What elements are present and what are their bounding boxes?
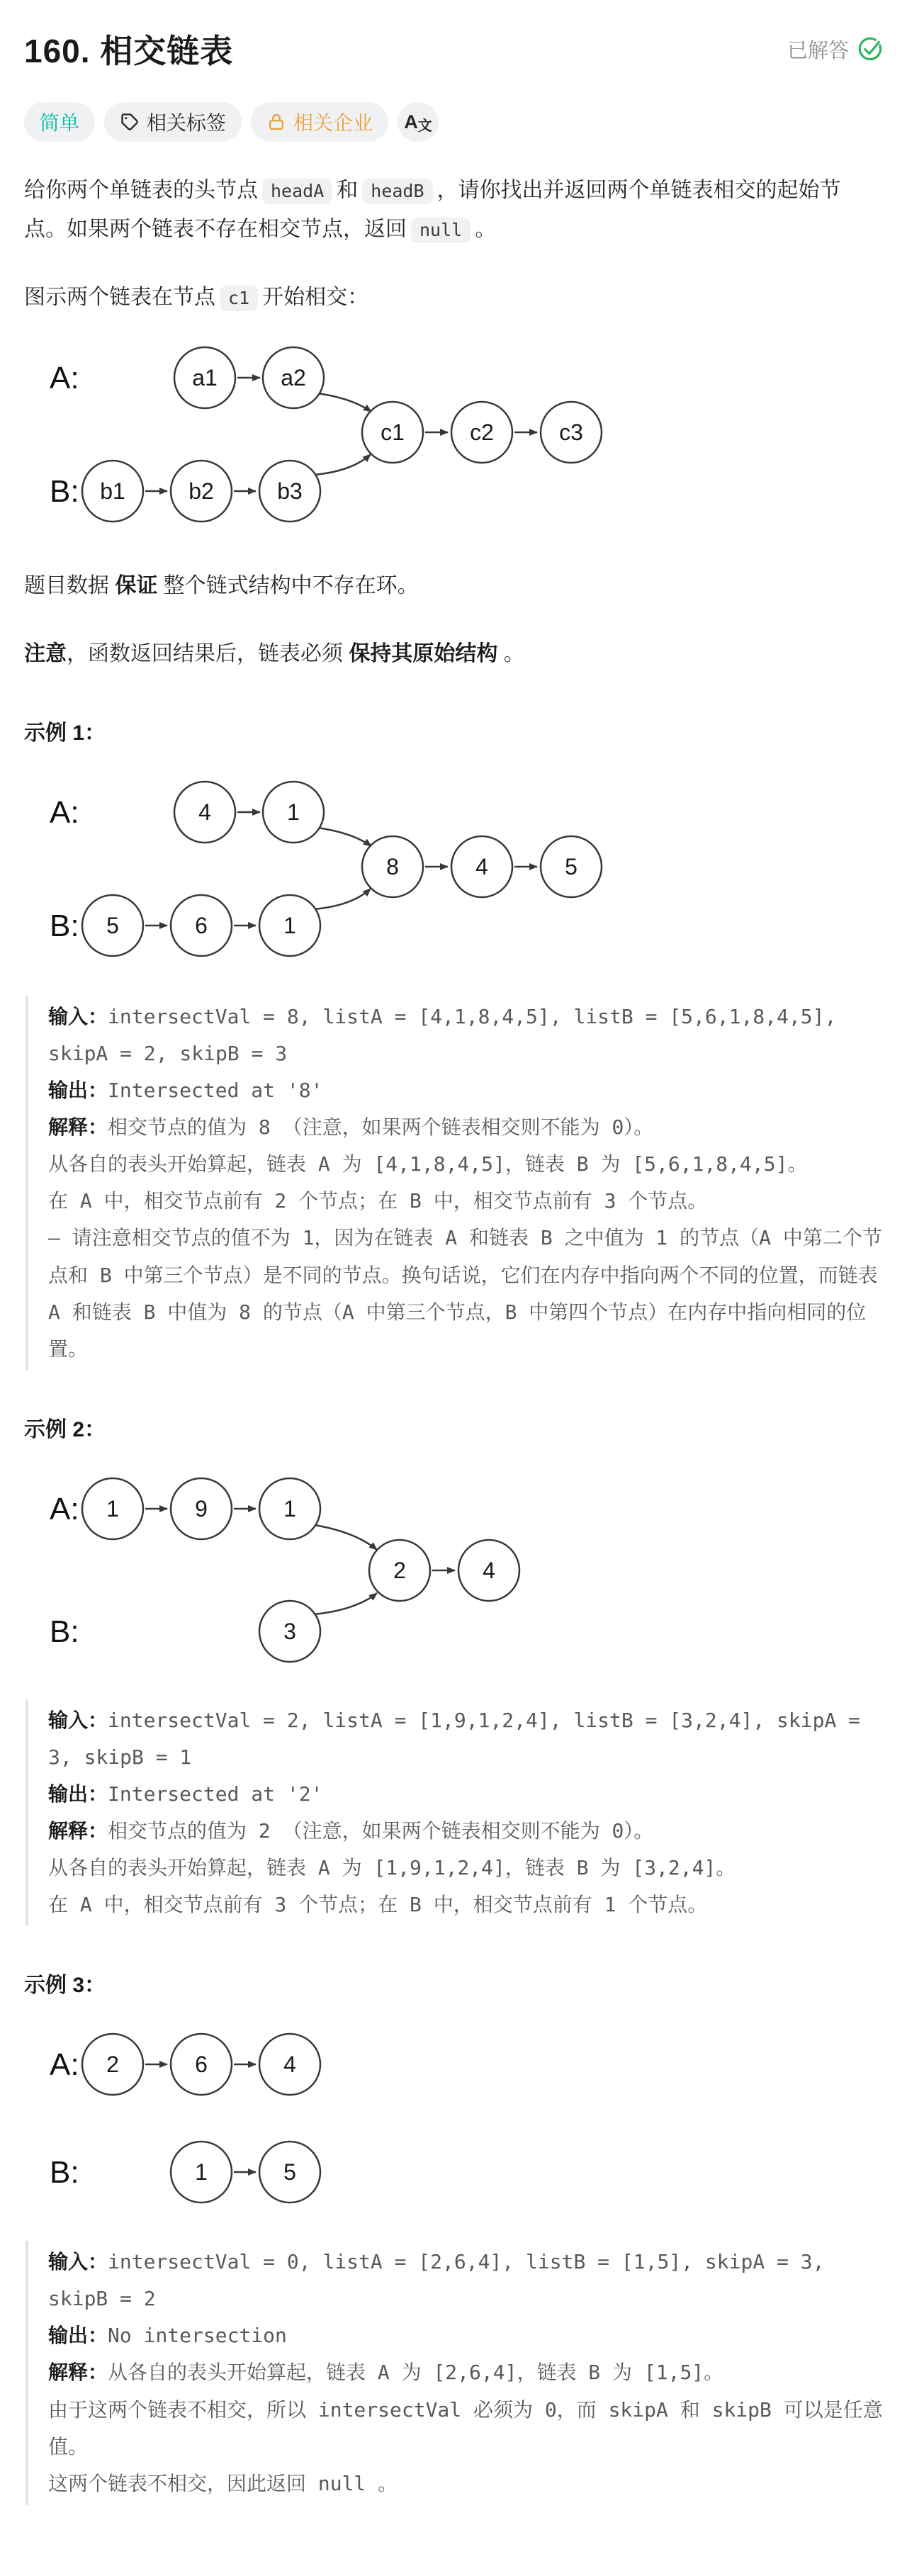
svg-text:a2: a2 bbox=[281, 364, 306, 390]
svg-text:6: 6 bbox=[195, 2052, 208, 2078]
svg-text:4: 4 bbox=[483, 1557, 495, 1583]
solved-status bbox=[787, 35, 883, 64]
output-label: 输出： bbox=[48, 2324, 108, 2347]
output-value: Intersected at '8' bbox=[108, 1079, 323, 1103]
related-tags-button[interactable] bbox=[104, 102, 242, 142]
badge-row bbox=[24, 102, 883, 142]
row-label-b: B: bbox=[50, 473, 79, 509]
list-node bbox=[171, 2142, 232, 2203]
svg-text:a1: a1 bbox=[192, 364, 218, 390]
svg-text:1: 1 bbox=[283, 1495, 296, 1522]
svg-text:6: 6 bbox=[195, 912, 208, 938]
problem-statement: 给你两个单链表的头节点 headA 和 headB ，请你找出并返回两个单链表相交的起始节点。如果两个链表不存在相交节点，返回 null 。 bbox=[24, 171, 883, 249]
row-label-b: B: bbox=[50, 908, 79, 943]
related-tags-label: 相关标签 bbox=[147, 112, 227, 134]
difficulty-badge bbox=[24, 102, 95, 142]
explanation-label: 解释： bbox=[48, 1819, 108, 1842]
problem-header bbox=[24, 26, 883, 72]
list-node bbox=[259, 1478, 320, 1539]
svg-text:8: 8 bbox=[386, 853, 399, 879]
explanation-line: 在 A 中，相交节点前有 3 个节点；在 B 中，相交节点前有 1 个节点。 bbox=[48, 1893, 708, 1917]
list-node bbox=[82, 2034, 143, 2095]
svg-text:5: 5 bbox=[565, 853, 578, 879]
svg-text:5: 5 bbox=[106, 912, 119, 938]
difficulty-label: 简单 bbox=[40, 112, 80, 134]
page-title: 160. 相交链表 bbox=[24, 33, 234, 69]
example-1-diagram bbox=[24, 759, 883, 972]
input-value: intersectVal = 8, listA = [4,1,8,4,5], listB = [5,6,1,8,4,5], skipA = 2, skipB = 3 bbox=[48, 1004, 849, 1066]
tag-icon bbox=[120, 112, 140, 132]
output-label: 输出： bbox=[48, 1782, 108, 1805]
svg-text:c3: c3 bbox=[559, 419, 583, 445]
list-node bbox=[541, 402, 602, 463]
svg-text:b1: b1 bbox=[100, 478, 125, 504]
input-label: 输入： bbox=[48, 2251, 108, 2273]
list-node bbox=[171, 895, 232, 956]
curved-arrow bbox=[317, 828, 371, 846]
guarantee-note: 题目数据 保证 整个链式结构中不存在环。 bbox=[24, 573, 419, 597]
list-node bbox=[541, 836, 602, 897]
example-3-heading: 示例 3： bbox=[24, 1974, 106, 1998]
list-node bbox=[259, 895, 320, 956]
explanation-line: 这两个链表不相交，因此返回 null 。 bbox=[48, 2471, 398, 2495]
curved-arrow bbox=[314, 454, 371, 475]
list-node bbox=[259, 2034, 320, 2095]
input-label: 输入： bbox=[48, 1709, 108, 1731]
input-value: intersectVal = 2, listA = [1,9,1,2,4], listB = [3,2,4], skipA = 3, skipB = 1 bbox=[48, 1708, 872, 1769]
row-label-a: A: bbox=[50, 794, 79, 830]
svg-text:c2: c2 bbox=[470, 419, 494, 445]
svg-text:2: 2 bbox=[106, 2052, 119, 2078]
list-node bbox=[451, 836, 512, 897]
list-node bbox=[263, 782, 324, 843]
explanation-label: 解释： bbox=[48, 1116, 108, 1139]
explanation-line: 相交节点的值为 8 （注意，如果两个链表相交则不能为 0）。 bbox=[108, 1115, 654, 1140]
inline-code-headA: headA bbox=[262, 179, 332, 204]
svg-text:9: 9 bbox=[195, 1495, 208, 1522]
row-label-a: A: bbox=[50, 1491, 79, 1526]
example-2-diagram bbox=[24, 1456, 883, 1675]
inline-code-c1: c1 bbox=[220, 286, 258, 311]
curved-arrow bbox=[317, 393, 371, 412]
list-node bbox=[171, 2034, 232, 2095]
list-node bbox=[451, 402, 512, 463]
list-node bbox=[259, 461, 320, 522]
translate-button[interactable]: A 文 bbox=[398, 102, 439, 142]
inline-code-null: null bbox=[411, 218, 471, 243]
list-node bbox=[362, 836, 423, 897]
explanation-line: 由于这两个链表不相交，所以 intersectVal 必须为 0，而 skipA 和 skipB 可以是任意值。 bbox=[48, 2397, 883, 2458]
inline-code-headB: headB bbox=[362, 179, 432, 204]
svg-text:1: 1 bbox=[106, 1495, 119, 1522]
output-value: No intersection bbox=[108, 2324, 287, 2348]
curved-arrow bbox=[315, 1525, 377, 1550]
curved-arrow bbox=[314, 1593, 377, 1614]
svg-text:4: 4 bbox=[283, 2052, 296, 2078]
example-2-heading: 示例 2： bbox=[24, 1417, 106, 1441]
list-node bbox=[174, 782, 235, 843]
list-node bbox=[263, 347, 324, 408]
row-label-a: A: bbox=[50, 360, 79, 395]
row-label-a: A: bbox=[50, 2047, 79, 2083]
explanation-line: — 请注意相交节点的值不为 1，因为在链表 A 和链表 B 之中值为 1 的节点（A 中第二个节点和 B 中第三个节点）是不同的节点。换句话说，它们在内存中指向两个不同的位置，而链表 A 和链表 B 中值为 8 的节点（A 中第三个节点，B 中第四个节点）在内存中指向相同的位置。 bbox=[48, 1226, 890, 1361]
svg-text:1: 1 bbox=[195, 2159, 208, 2186]
svg-text:3: 3 bbox=[283, 1618, 296, 1644]
list-node bbox=[171, 461, 232, 522]
example-3-block bbox=[26, 2241, 883, 2505]
explanation-label: 解释： bbox=[48, 2361, 108, 2384]
structure-note: 注意，函数返回结果后，链表必须 保持其原始结构 。 bbox=[24, 642, 525, 666]
explanation-line: 从各自的表头开始算起，链表 A 为 [4,1,8,4,5]，链表 B 为 [5,6,1,8,4,5]。 bbox=[48, 1152, 808, 1176]
list-node bbox=[82, 461, 143, 522]
explanation-line: 从各自的表头开始算起，链表 A 为 [1,9,1,2,4]，链表 B 为 [3,2,4]。 bbox=[48, 1856, 736, 1880]
list-node bbox=[174, 347, 235, 408]
svg-text:4: 4 bbox=[475, 853, 488, 879]
intersection-diagram bbox=[24, 325, 883, 537]
svg-text:1: 1 bbox=[287, 799, 300, 825]
solved-check-icon bbox=[857, 36, 883, 62]
svg-text:1: 1 bbox=[283, 912, 296, 938]
figure-caption: 图示两个链表在节点 c1 开始相交： bbox=[24, 279, 883, 317]
explanation-line: 在 A 中，相交节点前有 2 个节点；在 B 中，相交节点前有 3 个节点。 bbox=[48, 1189, 708, 1213]
svg-text:4: 4 bbox=[198, 799, 211, 825]
list-node bbox=[82, 1478, 143, 1539]
row-label-b: B: bbox=[50, 2155, 79, 2190]
lock-icon bbox=[266, 112, 286, 132]
related-companies-button[interactable] bbox=[251, 102, 388, 142]
svg-text:5: 5 bbox=[283, 2159, 296, 2186]
output-label: 输出： bbox=[48, 1079, 108, 1102]
example-3-diagram bbox=[24, 2011, 883, 2217]
list-node bbox=[82, 895, 143, 956]
explanation-line: 相交节点的值为 2 （注意，如果两个链表相交则不能为 0）。 bbox=[108, 1818, 654, 1843]
curved-arrow bbox=[314, 889, 371, 909]
input-label: 输入： bbox=[48, 1005, 108, 1028]
example-1-heading: 示例 1： bbox=[24, 721, 106, 745]
list-node bbox=[259, 2142, 320, 2203]
svg-text:c1: c1 bbox=[381, 419, 405, 445]
related-companies-label: 相关企业 bbox=[293, 112, 373, 134]
list-node bbox=[458, 1540, 519, 1601]
translate-icon: A bbox=[404, 111, 418, 133]
solved-label: 已解答 bbox=[787, 39, 849, 62]
output-value: Intersected at '2' bbox=[108, 1782, 323, 1806]
svg-text:2: 2 bbox=[393, 1557, 406, 1583]
list-node bbox=[362, 402, 423, 463]
input-value: intersectVal = 0, listA = [2,6,4], listB = [1,5], skipA = 3, skipB = 2 bbox=[48, 2250, 837, 2311]
list-node bbox=[171, 1478, 232, 1539]
example-2-block bbox=[26, 1699, 883, 1926]
explanation-line: 从各自的表头开始算起，链表 A 为 [2,6,4]，链表 B 为 [1,5]。 bbox=[108, 2361, 724, 2385]
list-node bbox=[369, 1540, 430, 1601]
example-1-block bbox=[26, 996, 890, 1371]
svg-text:b3: b3 bbox=[277, 478, 303, 504]
row-label-b: B: bbox=[50, 1614, 79, 1649]
list-node bbox=[259, 1601, 320, 1662]
svg-text:b2: b2 bbox=[188, 478, 214, 504]
